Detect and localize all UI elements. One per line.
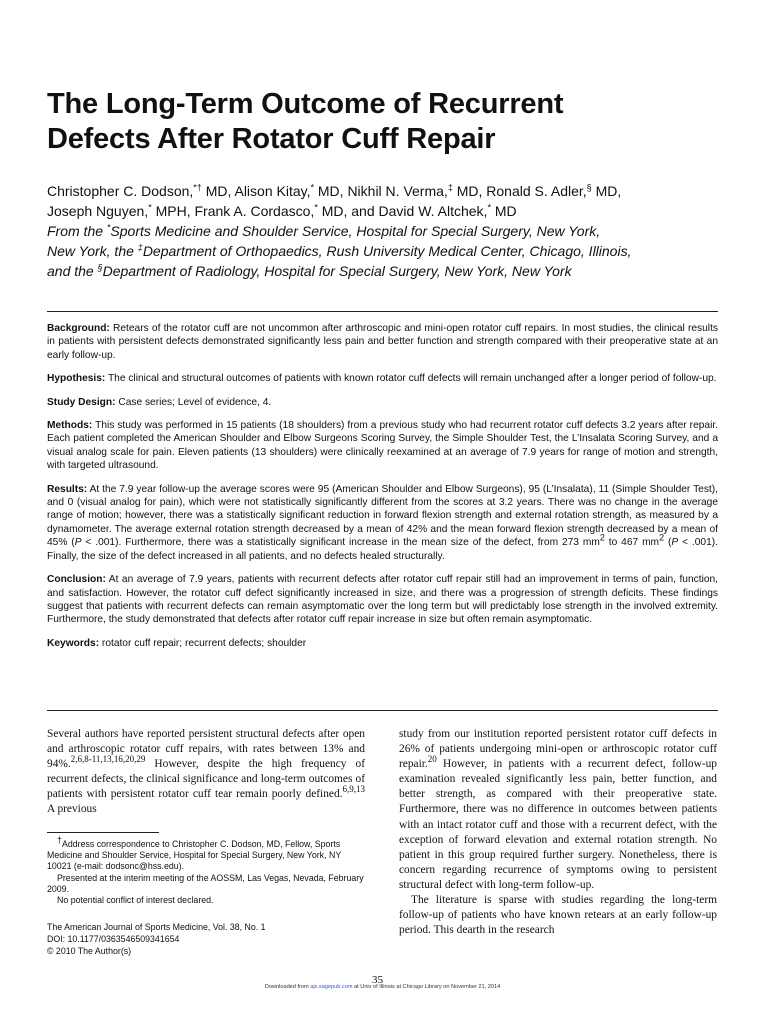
section-label: Results:: [47, 483, 88, 495]
doi: DOI: 10.1177/0363546509341654: [47, 933, 180, 944]
affiliation-mark: *: [310, 182, 314, 193]
affiliation-text: From the: [47, 223, 107, 239]
body-text: study from our institution reported persistent rotator cuff defects in 26% of patients undergoing mini-open or arthroscopic rotator cuff repair.: [399, 728, 717, 771]
author-line-2: [47, 201, 727, 221]
title-line-2: Defects After Rotator Cuff Repair: [47, 123, 496, 155]
section-label: Study Design:: [47, 396, 116, 408]
presented-footnote: Presented at the interim meeting of the AOSSM, Las Vegas, Nevada, February 2009.: [47, 872, 364, 894]
abstract-top-rule: [47, 311, 718, 312]
affiliation-mark: *: [487, 202, 491, 213]
p-symbol: P: [671, 537, 679, 549]
body-paragraph: The literature is sparse with studies regarding the long-term follow-up of patients who have known retears at an early follow-up period. This dearth in the research: [399, 894, 717, 937]
abstract-study-design: [47, 396, 718, 409]
affiliation-line-1: [47, 221, 727, 241]
author-name: MD, Alison Kitay,: [201, 183, 311, 199]
conflict-footnote: No potential conflict of interest declared.: [57, 895, 214, 906]
section-text: At the 7.9 year follow-up the average scores were 95 (American Shoulder and Elbow Surgeons), 95 (L’Insalata), 11 (Simple Shoulder Test), and 0 (visual analog for pain), which were not statistically significantly different from the scores at 3.2 years. There was no change in the average range of motion; however, there was a statistically significant reduction in forward flexion strength and external rotation strength, as measured by a dynamometer. The average external rotation strength decreased by a mean of 42% and the mean forward flexion strength decreased by a mean of 45% (: [47, 483, 718, 549]
download-notice: [0, 984, 765, 990]
section-text: This study was performed in 15 patients (18 shoulders) from a previous study who had recurrent rotator cuff defects 3.2 years after repair. Each patient completed the American Shoulder and Elbow Surgeons Scoring Survey, the Simple Shoulder Test, the L’Insalata Scoring Survey, and a visual analog scale for pain. Eleven patients (13 shoulders) were clinically reexamined at an average of 7.9 years for range of motion and strength, with targeted ultrasound.: [47, 420, 718, 472]
section-label: Keywords:: [47, 637, 100, 649]
footnote-text: Address correspondence to Christopher C. Dodson, MD, Fellow, Sports Medicine and Shoulder Service, Hospital for Special Surgery, New York, NY 10021 (e-mail: dodsonc@hss.edu).: [47, 839, 342, 872]
journal-info: [47, 922, 365, 957]
affiliation-line-3: [47, 261, 727, 281]
section-text: to 467 mm: [604, 537, 660, 549]
author-name: MD, Nikhil N. Verma,: [314, 183, 448, 199]
affiliation-mark: ‡: [447, 182, 453, 193]
abstract: [47, 322, 718, 660]
body-column-left: [47, 727, 365, 818]
section-text: (: [664, 537, 672, 549]
abstract-keywords: [47, 637, 718, 650]
section-label: Conclusion:: [47, 574, 106, 586]
author-name: MD, and David W. Altchek,: [317, 203, 488, 219]
affiliation-text: Department of Radiology, Hospital for Special Surgery, New York, New York: [102, 263, 572, 279]
page-number: 35: [372, 974, 383, 986]
abstract-bottom-rule: [47, 710, 718, 711]
citation: 20: [427, 754, 437, 765]
affiliation-line-2: [47, 241, 727, 261]
affiliation-text: Sports Medicine and Shoulder Service, Hospital for Special Surgery, New York,: [110, 223, 601, 239]
body-text: However, in patients with a recurrent defect, follow-up examination revealed significantly less pain, better function, and better strength, as compared with their preoperative state. Furthermore, there was no difference in outcomes between patients with an intact rotator cuff and those with a recurrent defect, with the exception of forward elevation and external rotation strength. No patient in this group required further surgery. Nonetheless, there is concern regarding recurrence of symptoms owing to persistent structural defect with long-term follow-up.: [399, 758, 717, 891]
section-text: Case series; Level of evidence, 4.: [115, 396, 272, 408]
affiliation-mark: *: [106, 222, 111, 233]
citation: 6,9,13: [342, 784, 365, 795]
affiliation-text: New York, the: [47, 243, 138, 259]
citation: 2,6,8-11,13,16,20,29: [70, 754, 146, 765]
affiliation-text: Department of Orthopaedics, Rush University Medical Center, Chicago, Illinois,: [142, 243, 632, 259]
author-name: MPH, Frank A. Cordasco,: [151, 203, 315, 219]
copyright: © 2010 The Author(s): [47, 945, 132, 956]
abstract-background: [47, 322, 718, 362]
abstract-results: [47, 483, 718, 563]
correspondence-footnote: [47, 835, 365, 873]
footnote-rule: [47, 832, 159, 833]
affiliation-mark: §: [97, 262, 103, 273]
abstract-methods: [47, 419, 718, 473]
author-degree: MD,: [591, 183, 622, 199]
body-text: A previous: [47, 803, 97, 816]
body-paragraph: [399, 727, 717, 893]
section-text: < .001). Finally, the size of the defect increased in all patients, and no defects healed structurally.: [47, 537, 718, 562]
section-text: rotator cuff repair; recurrent defects; shoulder: [99, 637, 307, 649]
body-text: However, despite the high frequency of recurrent defects, the clinical significance and long-term outcomes of patients with persistent rotator cuff tear remain poorly defined.: [47, 758, 365, 801]
download-link[interactable]: ajs.sagepub.com: [310, 984, 353, 990]
article-title: [47, 87, 727, 157]
author-line-1: [47, 181, 727, 201]
body-text: Several authors have reported persistent structural defects after open and arthroscopic rotator cuff repairs, with rates between 13% and 94%.: [47, 728, 365, 771]
superscript: 2: [599, 532, 605, 543]
section-text: Retears of the rotator cuff are not uncommon after arthroscopic and mini-open rotator cuff repairs. In most studies, the clinical results in patients with persistent defects demonstrated significantly less pain and better function and strength compared with their preoperative state at an early follow-up.: [47, 323, 718, 361]
footnote-mark: †: [57, 835, 63, 846]
body-column-right: [399, 727, 717, 938]
p-symbol: P: [74, 537, 82, 549]
section-text: < .001). Furthermore, there was a statistically significant increase in the mean size of the defect, from 273 mm: [81, 537, 600, 549]
section-text: The clinical and structural outcomes of patients with known rotator cuff defects will remain unchanged after a longer period of follow-up.: [105, 373, 717, 385]
author-degree: MD: [490, 203, 517, 219]
abstract-hypothesis: [47, 372, 718, 385]
affiliation-mark: *†: [193, 182, 202, 193]
title-line-1: The Long-Term Outcome of Recurrent: [47, 88, 564, 120]
affiliation-mark: *: [148, 202, 152, 213]
author-block: [47, 181, 727, 281]
author-name: Christopher C. Dodson,: [47, 183, 194, 199]
section-label: Methods:: [47, 420, 93, 432]
section-label: Background:: [47, 323, 110, 334]
abstract-conclusion: [47, 573, 718, 627]
section-label: Hypothesis:: [47, 373, 106, 385]
affiliation-text: and the: [47, 263, 98, 279]
affiliation-mark: *: [314, 202, 318, 213]
journal-citation: The American Journal of Sports Medicine, Vol. 38, No. 1: [47, 922, 266, 932]
author-name: MD, Ronald S. Adler,: [452, 183, 587, 199]
download-text: Downloaded from: [264, 984, 311, 990]
footnotes: [47, 835, 365, 906]
section-text: At an average of 7.9 years, patients with recurrent defects after rotator cuff repair still had an improvement in terms of pain, function, and satisfaction. However, the rotator cuff defect significantly increased in size, and there was a progression of strength deficits. These findings suggest that patients with recurrent defects can remain asymptomatic over the long term but will predictably lose strength in the involved extremity. Furthermore, the study demonstrated that defects after rotator cuff repair increase in size but often remain asymptomatic.: [47, 574, 718, 626]
body-paragraph: [47, 727, 365, 818]
affiliation-mark: ‡: [137, 242, 143, 253]
superscript: 2: [659, 532, 665, 543]
author-name: Joseph Nguyen,: [47, 203, 149, 219]
affiliation-mark: §: [586, 182, 592, 193]
download-text: at Univ of Illinois at Chicago Library on November 21, 2014: [352, 984, 501, 990]
